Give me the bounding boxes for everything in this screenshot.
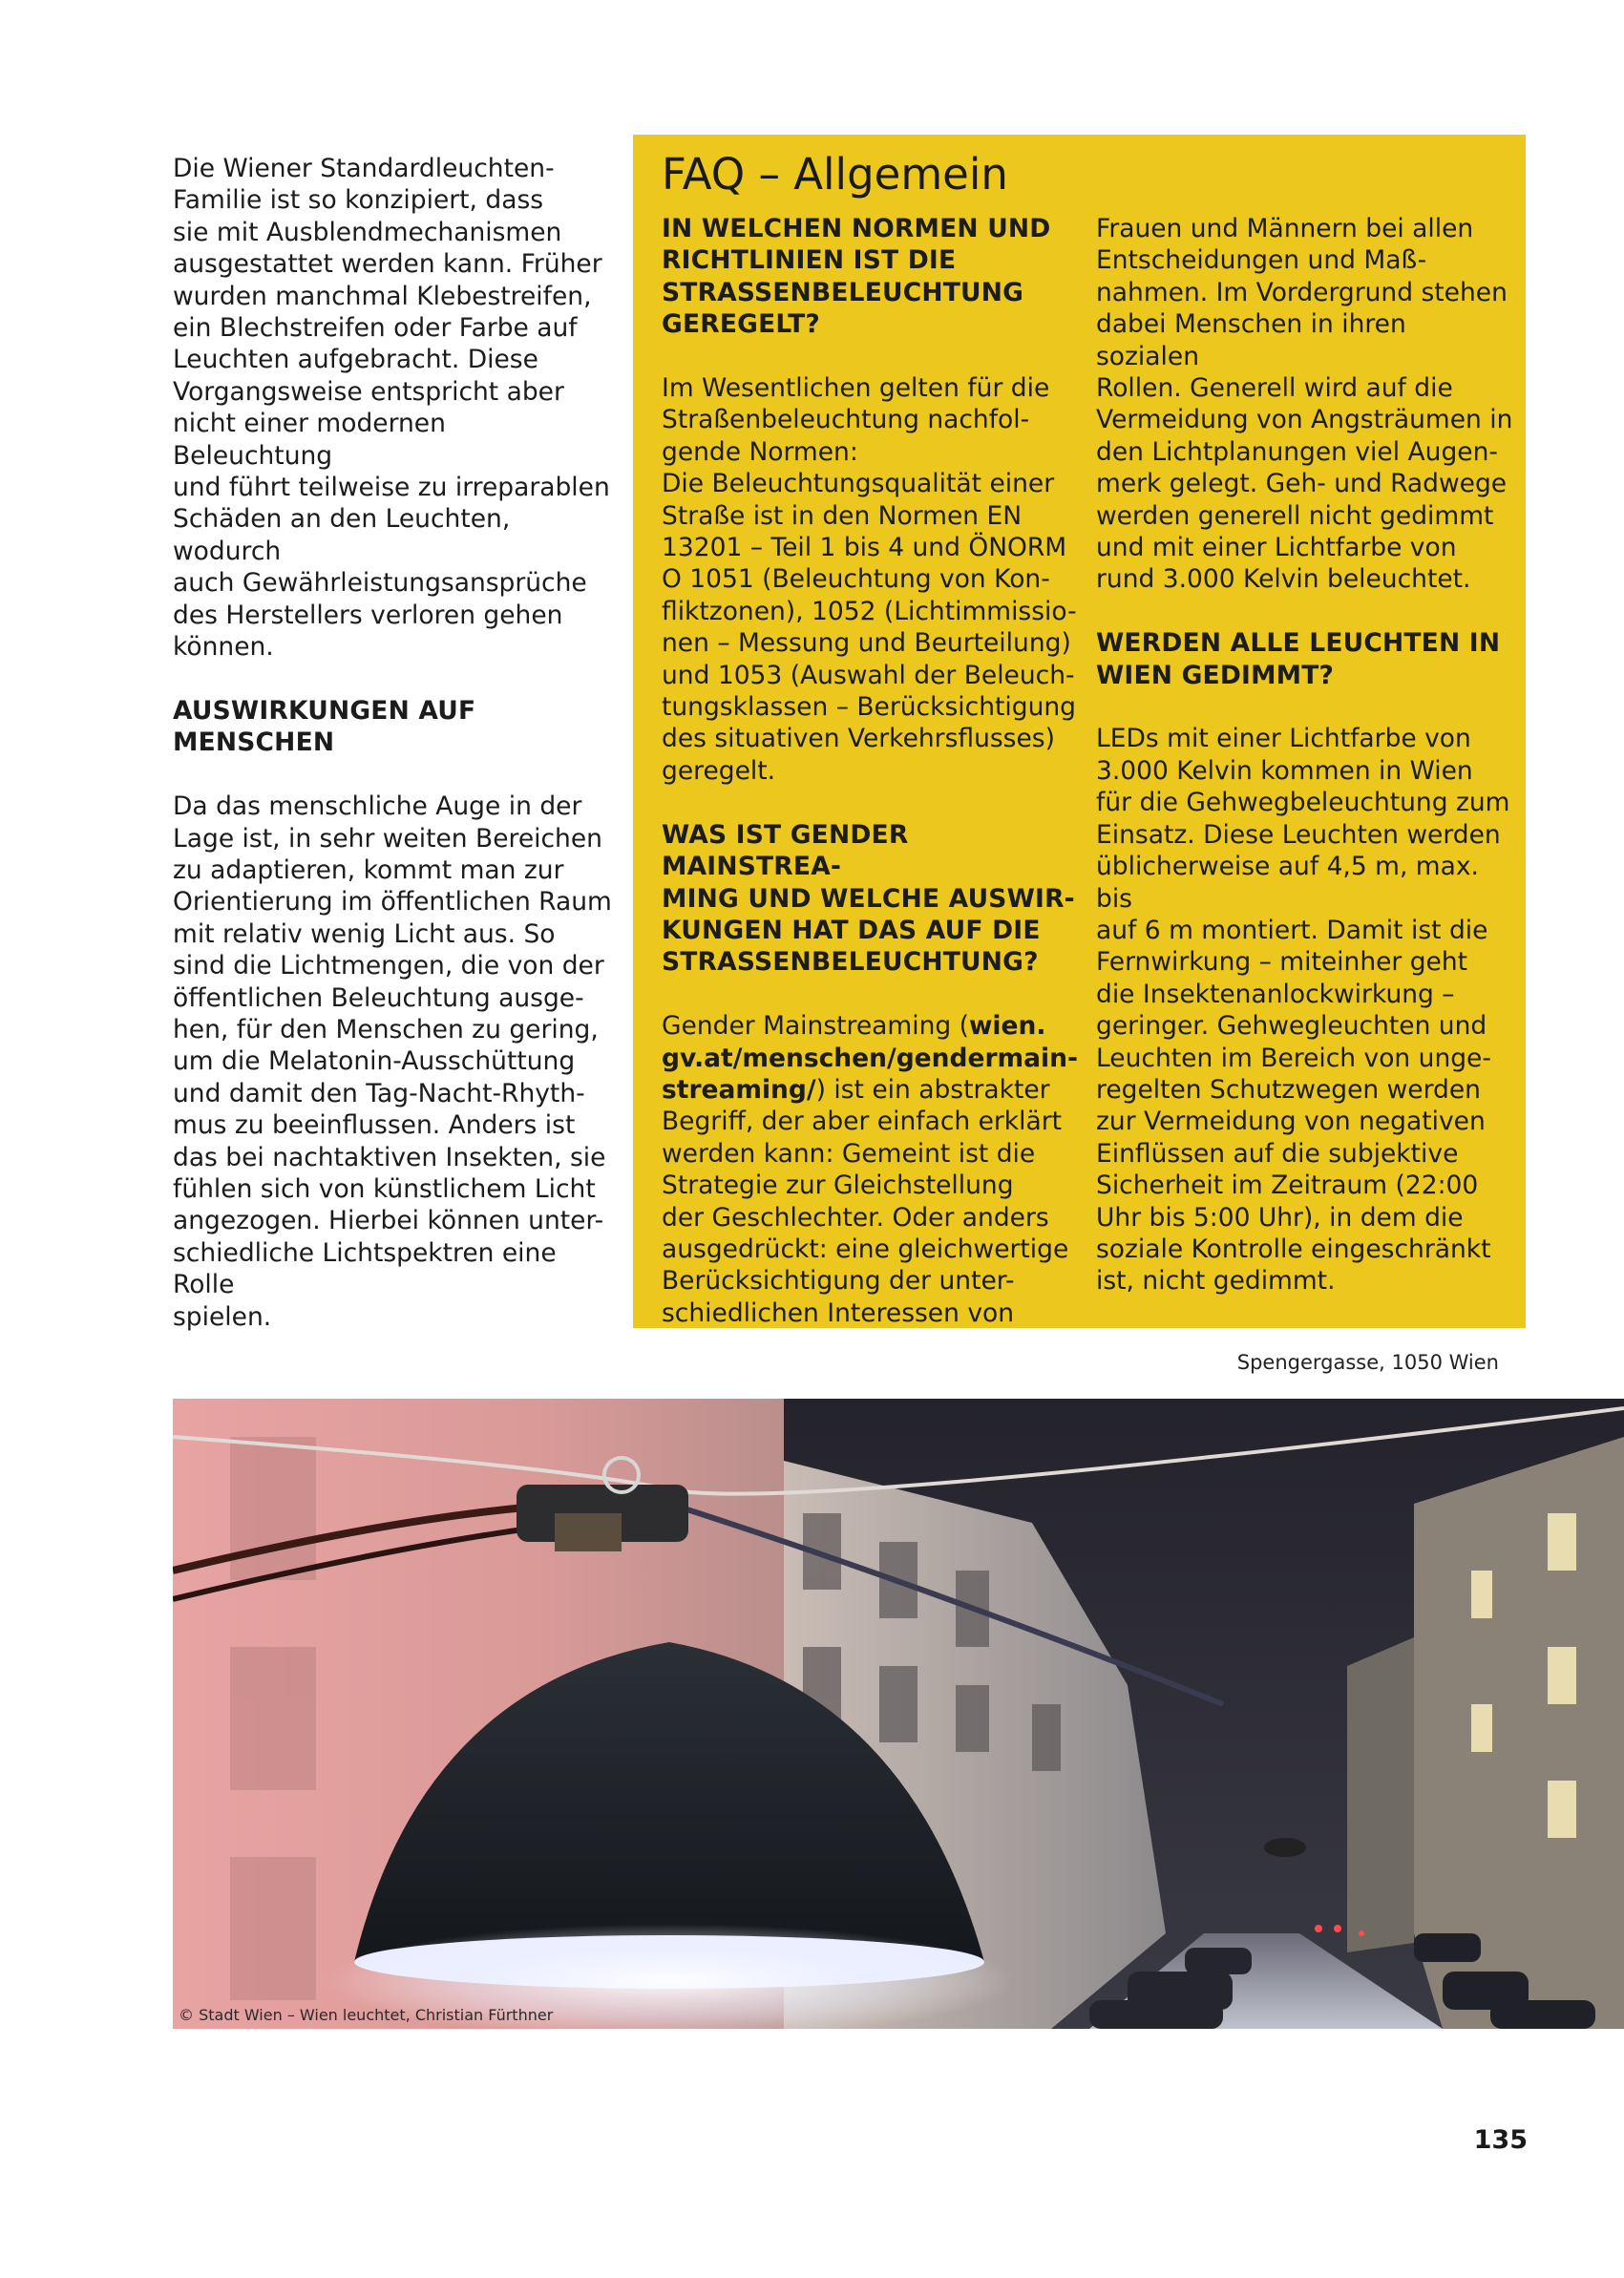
menschen-paragraph: Da das menschliche Auge in der Lage ist, in sehr weiten Bereichen zu adaptieren, kommt man zur Orientierung im öffentlichen Raum mit relativ wenig Licht aus. So sind die Lichtmengen, die von der öffentlichen Beleuchtung ausge- hen, für den Menschen zu gering, um die Melatonin-Ausschüttung und damit den Tag-Nacht-Rhyth- mus zu beeinflussen. Anders ist das bei nachtaktiven Insekten, sie fühlen sich von künstlichem Licht angezogen. Hierbei können unter- schiedliche Lichtspektren eine Rolle spielen. [173, 791, 612, 1332]
faq-answer-gender: Gender Mainstreaming (wien. gv.at/menschen/gendermain- streaming/) ist ein abstrakter Begriff, der aber einfach erklärt werden kann: Gemeint ist die Strategie zur Gleichstellung der Geschlechter. Oder anders ausgedrückt: eine gleichwertige Berücksichtigung der unter- schiedlichen Interessen von [662, 1010, 1082, 1329]
page-number: 135 [1473, 2125, 1528, 2155]
section-heading-menschen: AUSWIRKUNGEN AUF MENSCHEN [173, 695, 476, 758]
faq-column-1 [662, 213, 1082, 1329]
gender-mainstreaming-link[interactable]: wien. [968, 1011, 1046, 1042]
photo-credit: © Stadt Wien – Wien leuchtet, Christian Fürthner [179, 2006, 554, 2024]
faq-question-gender: WAS IST GENDER MAINSTREA- MING UND WELCHE AUSWIR- KUNGEN HAT DAS AUF DIE STRASSENBELEUCHTUNG? [662, 819, 1075, 978]
street-lamp-illustration [173, 1399, 1624, 2029]
faq-title: FAQ – Allgemein [662, 149, 1008, 200]
gender-mainstreaming-link-cont[interactable]: gv.at/menschen/gendermain- [662, 1043, 1078, 1073]
faq-box [633, 135, 1526, 1328]
left-column [173, 153, 612, 1333]
faq-answer-gedimmt: LEDs mit einer Lichtfarbe von 3.000 Kelvin kommen in Wien für die Gehwegbeleuchtung zum Einsatz. Diese Leuchten werden üblicherweise auf 4,5 m, max. bis auf 6 m montiert. Damit ist die Fernwirkung – miteinher geht die Insektenanlockwirkung – geringer. Gehwegleuchten und Leuchten im Bereich von unge- regelten Schutzwegen werden zur Vermeidung von negativen Einflüssen auf die subjektive Sicherheit im Zeitraum (22:00 Uhr bis 5:00 Uhr), in dem die soziale Kontrolle eingeschränkt ist, nicht gedimmt. [1096, 724, 1510, 1297]
faq-question-normen: IN WELCHEN NORMEN UND RICHTLINIEN IST DIE STRASSENBELEUCHTUNG GEREGELT? [662, 214, 1051, 340]
photo-caption: Spengergasse, 1050 Wien [1236, 1351, 1499, 1374]
faq-column-2 [1096, 213, 1516, 1297]
faq-answer-normen: Im Wesentlichen gelten für die Straßenbeleuchtung nachfol- gende Normen: Die Beleuchtungsqualität einer Straße ist in den Normen EN 13201 – Teil 1 bis 4 und ÖNORM O 1051 (Beleuchtung von Kon- fliktzonen), 1052 (Lichtimmissio- nen – Messung und Beurteilung) und 1053 (Auswahl der Beleuch- tungsklassen – Berücksichtigung des situativen Verkehrsflusses) geregelt. [662, 373, 1077, 786]
faq-answer-gender-continued: Frauen und Männern bei allen Entscheidungen und Maß- nahmen. Im Vordergrund stehen dabei Menschen in ihren sozialen Rollen. Generell wird auf die Vermeidung von Angsträumen in den Lichtplanungen viel Augen- merk gelegt. Geh- und Radwege werden generell nicht gedimmt und mit einer Lichtfarbe von rund 3.000 Kelvin beleuchtet. [1096, 214, 1513, 595]
faq-question-gedimmt: WERDEN ALLE LEUCHTEN IN WIEN GEDIMMT? [1096, 628, 1501, 690]
gender-mainstreaming-link-end[interactable]: streaming/ [662, 1074, 816, 1105]
street-lamp-photo [173, 1399, 1624, 2029]
intro-paragraph: Die Wiener Standardleuchten- Familie ist so konzipiert, dass sie mit Ausblendmechanismen ausgestattet werden kann. Früher wurden manchmal Klebestreifen, ein Blechstreifen oder Farbe auf Leuchten aufgebracht. Diese Vorgangsweise entspricht aber nicht einer modernen Beleuchtung und führt teilweise zu irreparablen Schäden an den Leuchten, wodurch auch Gewährleistungsansprüche des Herstellers verloren gehen können. [173, 154, 610, 663]
